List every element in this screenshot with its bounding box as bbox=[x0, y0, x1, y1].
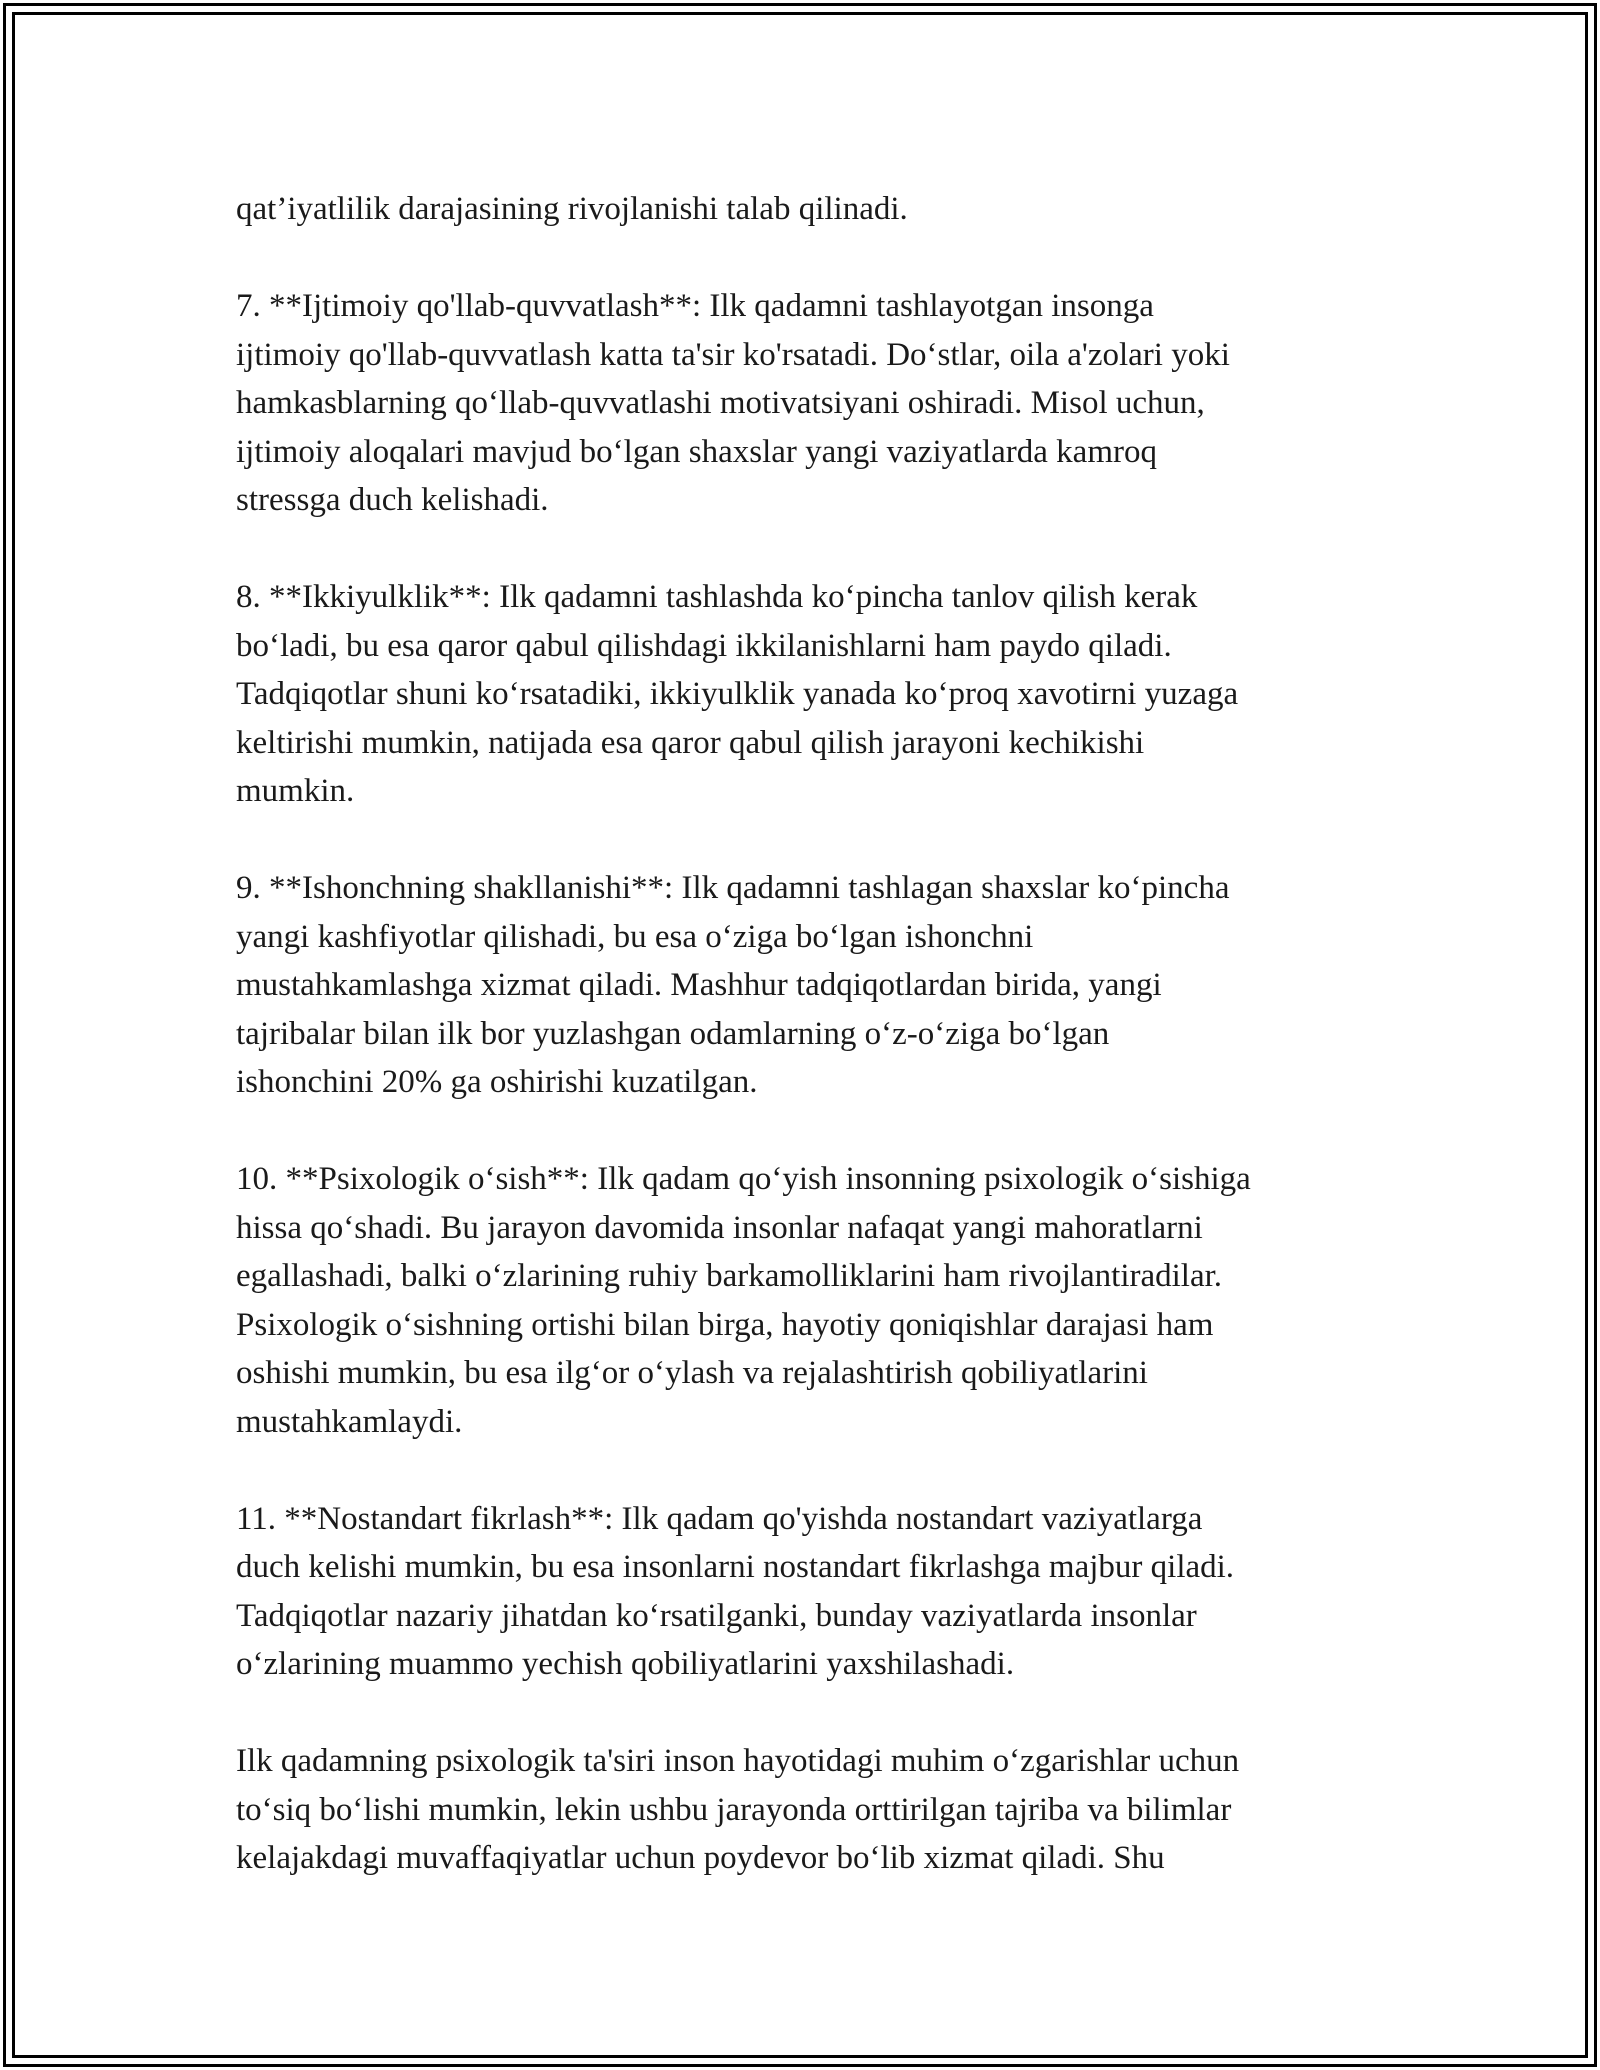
text-line: ishonchini 20% ga oshirishi kuzatilgan. bbox=[236, 1064, 758, 1100]
text-line: o‘zlarining muammo yechish qobiliyatlarini yaxshilashadi. bbox=[236, 1646, 1015, 1682]
text-line: mustahkamlaydi. bbox=[236, 1403, 463, 1440]
paragraph-item-10 bbox=[236, 1155, 1376, 1446]
paragraph-item-7 bbox=[236, 282, 1376, 525]
text-line: duch kelishi mumkin, bu esa insonlarni nostandart fikrlashga majbur qiladi. bbox=[236, 1549, 1235, 1585]
text-line: ijtimoiy qo'llab-quvvatlash katta ta'sir ko'rsatadi. Do‘stlar, oila a'zolari yoki bbox=[236, 336, 1230, 373]
paragraph-item-9 bbox=[236, 864, 1376, 1107]
text-line: hissa qo‘shadi. Bu jarayon davomida insonlar nafaqat yangi mahoratlarni bbox=[236, 1209, 1203, 1246]
text-line: bo‘ladi, bu esa qaror qabul qilishdagi ikkilanishlarni ham paydo qiladi. bbox=[236, 627, 1172, 664]
text-line: 9. **Ishonchning shakllanishi**: Ilk qadamni tashlagan shaxslar ko‘pincha bbox=[236, 870, 1230, 906]
paragraph-item-11 bbox=[236, 1495, 1376, 1689]
text-line: Ilk qadamning psixologik ta'siri inson hayotidagi muhim o‘zgarishlar uchun bbox=[236, 1743, 1240, 1779]
text-line: to‘siq bo‘lishi mumkin, lekin ushbu jarayonda orttirilgan tajriba va bilimlar bbox=[236, 1791, 1232, 1828]
paragraph-continuation bbox=[236, 185, 1376, 234]
text-line: hamkasblarning qo‘llab-quvvatlashi motivatsiyani oshiradi. Misol uchun, bbox=[236, 385, 1205, 421]
text-line: 7. **Ijtimoiy qo'llab-quvvatlash**: Ilk qadamni tashlayotgan insonga bbox=[236, 288, 1154, 324]
text-line: Psixologik o‘sishning ortishi bilan birga, hayotiy qoniqishlar darajasi ham bbox=[236, 1306, 1214, 1343]
text-line: 8. **Ikkiyulklik**: Ilk qadamni tashlashda ko‘pincha tanlov qilish kerak bbox=[236, 579, 1198, 615]
text-line: 11. **Nostandart fikrlash**: Ilk qadam qo'yishda nostandart vaziyatlarga bbox=[236, 1500, 1203, 1537]
text-line: keltirishi mumkin, natijada esa qaror qabul qilish jarayoni kechikishi bbox=[236, 724, 1145, 761]
page-body bbox=[236, 185, 1376, 1931]
text-line: yangi kashfiyotlar qilishadi, bu esa o‘ziga bo‘lgan ishonchni bbox=[236, 918, 1034, 955]
text-line: Tadqiqotlar nazariy jihatdan ko‘rsatilganki, bunday vaziyatlarda insonlar bbox=[236, 1597, 1197, 1634]
text-line: 10. **Psixologik o‘sish**: Ilk qadam qo‘yish insonning psixologik o‘sishiga bbox=[236, 1161, 1251, 1197]
text-line: Tadqiqotlar shuni ko‘rsatadiki, ikkiyulklik yanada ko‘proq xavotirni yuzaga bbox=[236, 676, 1239, 712]
text-line: kelajakdagi muvaffaqiyatlar uchun poydevor bo‘lib xizmat qiladi. Shu bbox=[236, 1840, 1165, 1876]
text-line: mustahkamlashga xizmat qiladi. Mashhur tadqiqotlardan birida, yangi bbox=[236, 967, 1162, 1003]
paragraph-conclusion bbox=[236, 1737, 1376, 1883]
text-line: stressga duch kelishadi. bbox=[236, 482, 549, 518]
text-line: egallashadi, balki o‘zlarining ruhiy barkamolliklarini ham rivojlantiradilar. bbox=[236, 1258, 1223, 1294]
text-line: mumkin. bbox=[236, 773, 355, 809]
text-line: qat’iyatlilik darajasining rivojlanishi talab qilinadi. bbox=[236, 191, 908, 227]
paragraph-item-8 bbox=[236, 573, 1376, 816]
text-line: oshishi mumkin, bu esa ilg‘or o‘ylash va rejalashtirish qobiliyatlarini bbox=[236, 1355, 1148, 1391]
text-line: tajribalar bilan ilk bor yuzlashgan odamlarning o‘z-o‘ziga bo‘lgan bbox=[236, 1015, 1110, 1052]
text-line: ijtimoiy aloqalari mavjud bo‘lgan shaxslar yangi vaziyatlarda kamroq bbox=[236, 433, 1157, 470]
